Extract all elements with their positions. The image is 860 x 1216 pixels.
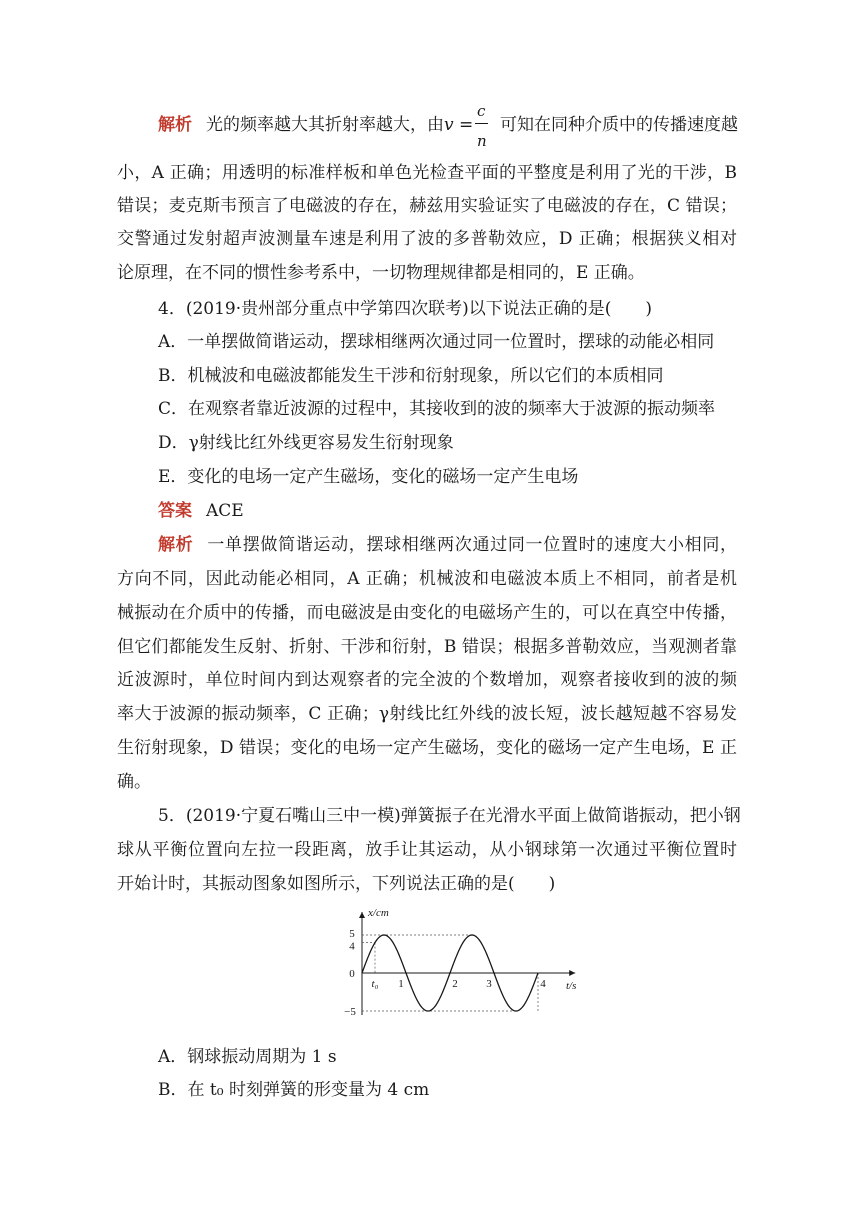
x-tick-3: 3 [486, 978, 492, 990]
q3-analysis-line-2: 小，A 正确；用透明的标准样板和单色光检查平面的平整度是利用了光的干涉，B [117, 163, 737, 183]
y-tick-0: 0 [349, 968, 355, 980]
q4-analysis-line-7: 生衍射现象，D 错误；变化的电场一定产生磁场，变化的磁场一定产生电场，E 正 [117, 738, 737, 758]
answer-value: ACE [206, 501, 244, 521]
y-tick-5: 5 [349, 928, 355, 940]
q4-stem: 4．(2019·贵州部分重点中学第四次联考)以下说法正确的是( ) [158, 299, 653, 319]
q3-analysis-line-3: 错误；麦克斯韦预言了电磁波的存在，赫兹用实验证实了电磁波的存在，C 错误； [117, 196, 737, 216]
x-tick-1: 1 [398, 978, 404, 990]
q4-analysis-line-5: 近波源时，单位时间内到达观察者的完全波的个数增加，观察者接收到的波的频 [117, 670, 737, 690]
q4-answer [158, 501, 244, 521]
x-tick-t0: t₀ [371, 978, 379, 990]
speed-formula: v = c n [444, 102, 487, 150]
q5-stem-line-2: 球从平衡位置向左拉一段距离，放手让其运动，从小钢球第一次通过平衡位置时 [117, 840, 737, 860]
q4-analysis-line-6: 率大于波源的振动频率，C 正确；γ射线比红外线的波长短，波长越短越不容易发 [117, 704, 737, 724]
q5-option-b: B．在 t₀ 时刻弹簧的形变量为 4 cm [158, 1080, 430, 1100]
q4-analysis-line-1: 解析 一单摆做简谐运动，摆球相继两次通过同一位置时的速度大小相同， [158, 535, 738, 555]
y-tick-4: 4 [349, 940, 355, 953]
q5-stem-line-3: 开始计时，其振动图象如图所示，下列说法正确的是( ) [117, 874, 556, 894]
q3-analysis-line-5: 论原理，在不同的惯性参考系中，一切物理规律都是相同的，E 正确。 [117, 263, 645, 283]
answer-label: 答案 [158, 501, 192, 521]
q4-option-a: A．一单摆做简谐运动，摆球相继两次通过同一位置时，摆球的动能必相同 [158, 332, 715, 352]
t-axis-label: t/s [565, 980, 577, 992]
q4-option-b: B．机械波和电磁波都能发生干涉和衍射现象，所以它们的本质相同 [158, 366, 664, 386]
q4-option-e: E．变化的电场一定产生磁场，变化的磁场一定产生电场 [158, 467, 579, 487]
q3-analysis-line-1: 解析 光的频率越大其折射率越大，由 v = c n 可知在同种介质中的传播速度越 [158, 102, 738, 150]
q5-option-a: A．钢球振动周期为 1 s [158, 1047, 337, 1067]
q4-analysis-line-4: 但它们都能发生反射、折射、干涉和衍射，B 错误；根据多普勒效应，当观测者靠 [117, 637, 737, 657]
q4-analysis-line-2: 方向不同，因此动能必相同，A 正确；机械波和电磁波本质上不相同，前者是机 [117, 569, 737, 589]
analysis-label: 解析 [158, 535, 194, 555]
q3-analysis-line-4: 交警通过发射超声波测量车速是利用了波的多普勒效应，D 正确；根据狭义相对 [117, 229, 737, 249]
q4-analysis-line-8: 确。 [117, 772, 151, 792]
x-axis-label: x/cm [368, 907, 389, 919]
x-tick-2: 2 [452, 978, 458, 990]
x-tick-4: 4 [540, 978, 546, 990]
y-tick-neg5: −5 [344, 1006, 356, 1018]
q5-stem-line-1: 5．(2019·宁夏石嘴山三中一模)弹簧振子在光滑水平面上做简谐振动，把小钢 [158, 806, 741, 826]
q4-option-d: D．γ射线比红外线更容易发生衍射现象 [158, 433, 454, 453]
q4-option-c: C．在观察者靠近波源的过程中，其接收到的波的频率大于波源的振动频率 [158, 399, 716, 419]
analysis-label: 解析 [158, 115, 192, 135]
q4-analysis-line-3: 械振动在介质中的传播，而电磁波是由变化的电磁场产生的，可以在真空中传播， [117, 603, 737, 623]
vibration-graph [330, 906, 580, 1031]
